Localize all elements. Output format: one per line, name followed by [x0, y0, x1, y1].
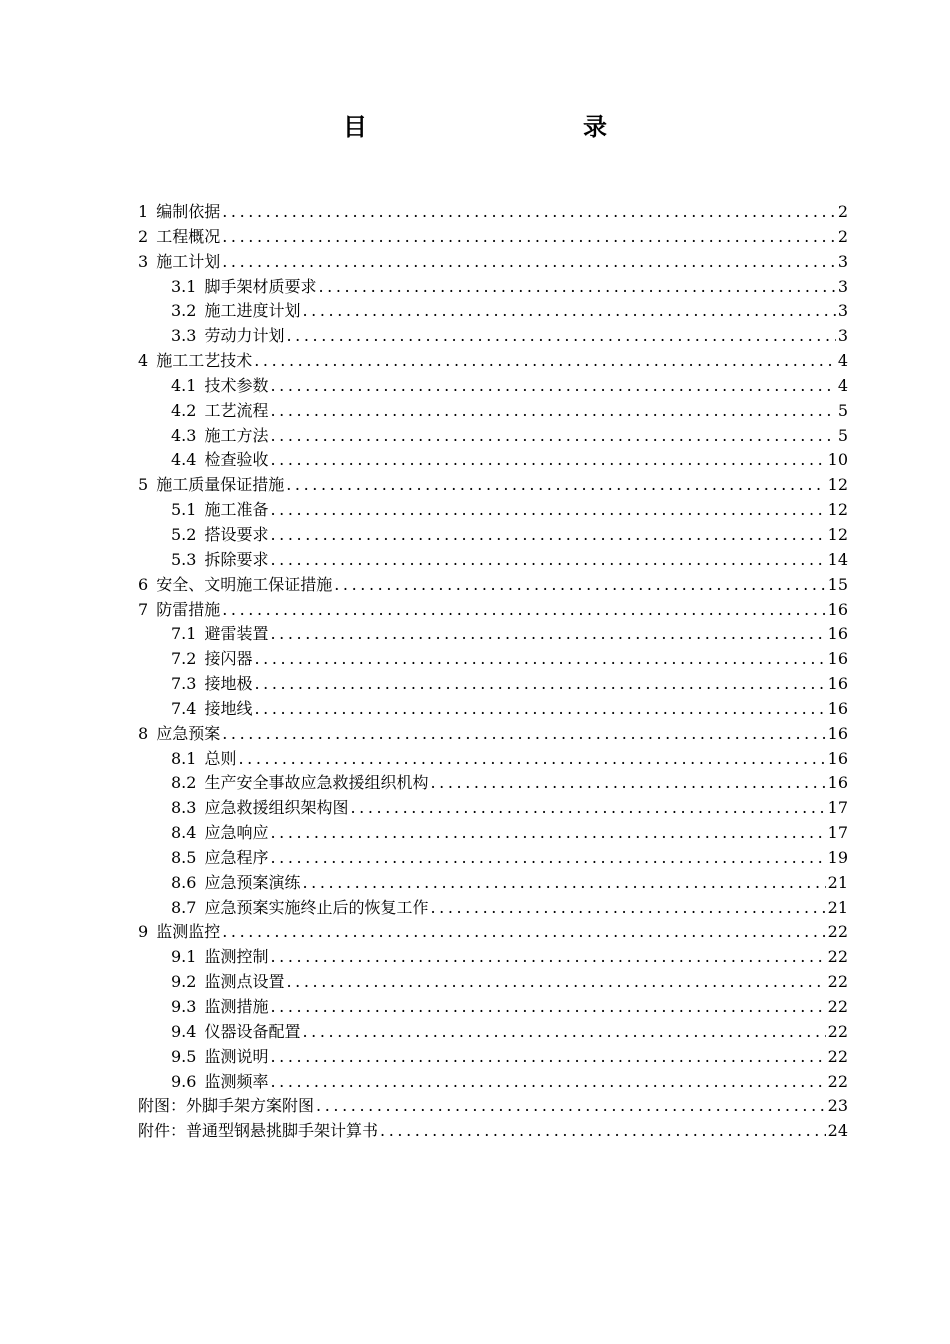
toc-entry[interactable] [138, 796, 848, 821]
toc-entry-number: 8.6 [171, 872, 197, 892]
toc-entry-number: 1 [138, 202, 149, 221]
toc-entry-title: 工艺流程 [204, 400, 269, 420]
toc-entry[interactable] [138, 349, 848, 374]
toc-entry-page-number: 24 [827, 1121, 848, 1141]
toc-entry-number: 5.3 [171, 549, 197, 569]
page-title: 目 录 [343, 112, 663, 141]
toc-entry-number: 9.1 [171, 947, 197, 967]
toc-entry-title: 施工方法 [204, 425, 269, 445]
dot-leader [286, 970, 825, 995]
dot-leader [380, 1119, 826, 1144]
dot-leader [270, 846, 825, 871]
toc-entry-page-number: 16 [827, 698, 848, 718]
toc-entry-number: 8.2 [171, 773, 197, 793]
dot-leader [270, 424, 835, 449]
dot-leader [430, 771, 825, 796]
toc-entry-page-number: 22 [827, 922, 848, 942]
toc-entry-number: 7.4 [171, 698, 197, 718]
toc-entry[interactable] [138, 448, 848, 473]
dot-leader [270, 1045, 825, 1070]
dot-leader [270, 622, 825, 647]
dot-leader [270, 374, 835, 399]
dot-leader [302, 1020, 825, 1045]
toc-entry-number: 9.4 [171, 1021, 197, 1041]
toc-entry[interactable] [138, 473, 848, 498]
toc-entry-number: 5 [138, 475, 149, 495]
toc-entry[interactable] [138, 647, 848, 672]
toc-entry-title: 技术参数 [204, 375, 269, 395]
toc-entry-page-number: 12 [827, 524, 848, 544]
toc-entry[interactable] [138, 846, 848, 871]
toc-entry[interactable] [138, 498, 848, 523]
toc-entry-page-number: 3 [837, 276, 848, 296]
toc-entry-number: 7.3 [171, 674, 197, 694]
dot-leader [254, 647, 825, 672]
toc-entry-number: 9.5 [171, 1046, 197, 1066]
toc-entry-number: 9 [138, 922, 149, 942]
dot-leader [302, 299, 835, 324]
toc-entry-page-number: 21 [827, 872, 848, 892]
toc-entry-title: 施工质量保证措施 [156, 475, 285, 495]
dot-leader [222, 200, 836, 225]
dot-leader [238, 747, 825, 772]
toc-entry[interactable] [138, 896, 848, 921]
toc-entry[interactable] [138, 995, 848, 1020]
toc-entry-page-number: 10 [827, 450, 848, 470]
toc-entry-title: 监测点设置 [204, 972, 285, 992]
toc-entry[interactable] [138, 920, 848, 945]
dot-leader [254, 697, 825, 722]
toc-entry[interactable] [138, 747, 848, 772]
toc-entry-page-number: 5 [837, 425, 848, 445]
toc-entry-page-number: 17 [827, 823, 848, 843]
toc-entry-number: 4 [138, 351, 149, 371]
toc-entry[interactable] [138, 424, 848, 449]
toc-entry-number: 4.3 [171, 425, 197, 445]
toc-entry-page-number: 16 [827, 748, 848, 768]
toc-entry-number: 2 [138, 226, 149, 246]
toc-entry-page-number: 22 [827, 1071, 848, 1091]
toc-entry[interactable] [138, 548, 848, 573]
toc-entry-number: 7.1 [171, 624, 197, 644]
toc-entry-number: 4.1 [171, 375, 197, 395]
toc-entry-page-number: 12 [827, 475, 848, 495]
dot-leader [302, 871, 825, 896]
dot-leader [270, 548, 825, 573]
toc-entry-number: 8.7 [171, 897, 197, 917]
toc-entry[interactable] [138, 299, 848, 324]
toc-entry-page-number: 16 [827, 723, 848, 743]
toc-entry-title: 施工工艺技术 [156, 351, 253, 371]
toc-entry-number: 8.4 [171, 823, 197, 843]
toc-entry-page-number: 22 [827, 947, 848, 967]
toc-entry-page-number: 15 [827, 574, 848, 594]
toc-entry-page-number: 5 [837, 400, 848, 420]
toc-entry-number: 8.3 [171, 798, 197, 818]
toc-entry-title: 应急程序 [204, 847, 269, 867]
toc-entry[interactable] [138, 324, 848, 349]
toc-entry-number: 4.4 [171, 450, 197, 470]
toc-entry[interactable] [138, 622, 848, 647]
toc-entry-number: 7.2 [171, 649, 197, 669]
toc-entry-title: 检查验收 [204, 450, 269, 470]
toc-entry-number: 6 [138, 574, 149, 594]
toc-entry-page-number: 2 [837, 202, 848, 221]
toc-entry-title: 总则 [204, 748, 237, 768]
toc-entry[interactable] [138, 821, 848, 846]
toc-entry-title: 防雷措施 [156, 599, 221, 619]
toc-entry-title: 应急响应 [204, 823, 269, 843]
toc-entry[interactable] [138, 275, 848, 300]
dot-leader [270, 945, 825, 970]
dot-leader [270, 448, 825, 473]
toc-entry-page-number: 4 [837, 375, 848, 395]
toc-entry[interactable] [138, 1119, 848, 1144]
toc-entry[interactable] [138, 970, 848, 995]
toc-entry-title: 施工计划 [156, 251, 221, 271]
toc-entry-title: 避雷装置 [204, 624, 269, 644]
toc-entry-page-number: 14 [827, 549, 848, 569]
toc-entry-title: 编制依据 [156, 202, 221, 221]
toc-entry-page-number: 22 [827, 1046, 848, 1066]
toc-entry-title: 施工进度计划 [204, 301, 301, 321]
toc-entry[interactable] [138, 598, 848, 623]
dot-leader [270, 498, 825, 523]
toc-entry-page-number: 23 [827, 1096, 848, 1116]
toc-entry-title: 监测监控 [156, 922, 221, 942]
toc-entry-page-number: 16 [827, 649, 848, 669]
toc-entry-title: 监测控制 [204, 947, 269, 967]
toc-entry-title: 应急预案 [156, 723, 221, 743]
dot-leader [350, 796, 825, 821]
toc-entry-number: 9.3 [171, 997, 197, 1016]
dot-leader [270, 821, 825, 846]
dot-leader [222, 722, 825, 747]
toc-entry-number: 9.6 [171, 1071, 197, 1091]
toc-entry[interactable] [138, 945, 848, 970]
toc-entry[interactable] [138, 1045, 848, 1070]
toc-entry-number: 7 [138, 599, 149, 619]
toc-entry[interactable] [138, 672, 848, 697]
toc-entry-page-number: 21 [827, 897, 848, 917]
toc-entry-title: 监测频率 [204, 1071, 269, 1091]
dot-leader [270, 995, 825, 1020]
toc-entry-number: 5.2 [171, 524, 197, 544]
toc-entry-number: 8.5 [171, 847, 197, 867]
toc-entry-title: 劳动力计划 [204, 326, 285, 346]
dot-leader [270, 399, 835, 424]
table-of-contents [138, 200, 848, 1144]
toc-entry-title: 安全、文明施工保证措施 [156, 574, 333, 594]
toc-entry-title: 脚手架材质要求 [204, 276, 317, 296]
toc-entry-page-number: 16 [827, 624, 848, 644]
dot-leader [254, 349, 836, 374]
dot-leader [222, 250, 836, 275]
toc-entry-page-number: 16 [827, 599, 848, 619]
dot-leader [254, 672, 825, 697]
toc-entry-page-number: 12 [827, 500, 848, 520]
dot-leader [270, 523, 825, 548]
dot-leader [316, 1094, 826, 1119]
toc-entry[interactable] [138, 200, 848, 225]
toc-entry-number: 4.2 [171, 400, 197, 420]
toc-entry-number: 3.1 [171, 276, 197, 296]
toc-entry-page-number: 3 [837, 301, 848, 321]
toc-entry-number: 3.3 [171, 326, 197, 346]
toc-entry-page-number: 19 [827, 847, 848, 867]
toc-entry-page-number: 3 [837, 251, 848, 271]
toc-entry-number: 9.2 [171, 972, 197, 992]
toc-entry-title: 监测说明 [204, 1046, 269, 1066]
toc-entry[interactable] [138, 250, 848, 275]
toc-entry-page-number: 3 [837, 326, 848, 346]
toc-entry[interactable] [138, 697, 848, 722]
dot-leader [430, 896, 825, 921]
toc-entry[interactable] [138, 225, 848, 250]
dot-leader [286, 324, 835, 349]
toc-entry[interactable] [138, 573, 848, 598]
toc-entry[interactable] [138, 523, 848, 548]
toc-entry-number: 8 [138, 723, 149, 743]
toc-entry-page-number: 17 [827, 798, 848, 818]
toc-entry-page-number: 4 [837, 351, 848, 371]
toc-entry[interactable] [138, 374, 848, 399]
toc-entry-title: 施工准备 [204, 500, 269, 520]
toc-entry-title: 生产安全事故应急救援组织机构 [204, 773, 429, 793]
toc-entry[interactable] [138, 1070, 848, 1095]
toc-entry-title: 仪器设备配置 [204, 1021, 301, 1041]
toc-entry-title: 拆除要求 [204, 549, 269, 569]
toc-entry[interactable] [138, 1020, 848, 1045]
toc-entry-title: 接闪器 [204, 649, 253, 669]
toc-entry-page-number: 16 [827, 674, 848, 694]
toc-entry-title: 接地极 [204, 674, 253, 694]
toc-entry-title: 工程概况 [156, 226, 221, 246]
toc-entry-title: 附件：普通型钢悬挑脚手架计算书 [138, 1121, 379, 1141]
dot-leader [222, 598, 825, 623]
toc-entry-title: 搭设要求 [204, 524, 269, 544]
toc-entry-title: 监测措施 [204, 997, 269, 1016]
toc-entry-page-number: 16 [827, 773, 848, 793]
toc-entry[interactable] [138, 399, 848, 424]
toc-entry-page-number: 2 [837, 226, 848, 246]
dot-leader [286, 473, 825, 498]
toc-entry[interactable] [138, 1094, 848, 1119]
toc-entry-page-number: 22 [827, 972, 848, 992]
toc-entry-title: 附图：外脚手架方案附图 [138, 1096, 315, 1116]
toc-entry[interactable] [138, 871, 848, 896]
toc-entry-title: 应急预案实施终止后的恢复工作 [204, 897, 429, 917]
toc-entry-title: 接地线 [204, 698, 253, 718]
toc-entry-title: 应急救援组织架构图 [204, 798, 349, 818]
toc-entry[interactable] [138, 722, 848, 747]
dot-leader [222, 920, 825, 945]
toc-entry-page-number: 22 [827, 1021, 848, 1041]
toc-entry-page-number: 22 [827, 997, 848, 1016]
toc-entry-number: 8.1 [171, 748, 197, 768]
dot-leader [318, 275, 835, 300]
dot-leader [334, 573, 825, 598]
toc-entry-title: 应急预案演练 [204, 872, 301, 892]
toc-entry-number: 3 [138, 251, 149, 271]
dot-leader [222, 225, 836, 250]
toc-entry[interactable] [138, 771, 848, 796]
toc-entry-number: 3.2 [171, 301, 197, 321]
dot-leader [270, 1070, 825, 1095]
toc-entry-number: 5.1 [171, 500, 197, 520]
